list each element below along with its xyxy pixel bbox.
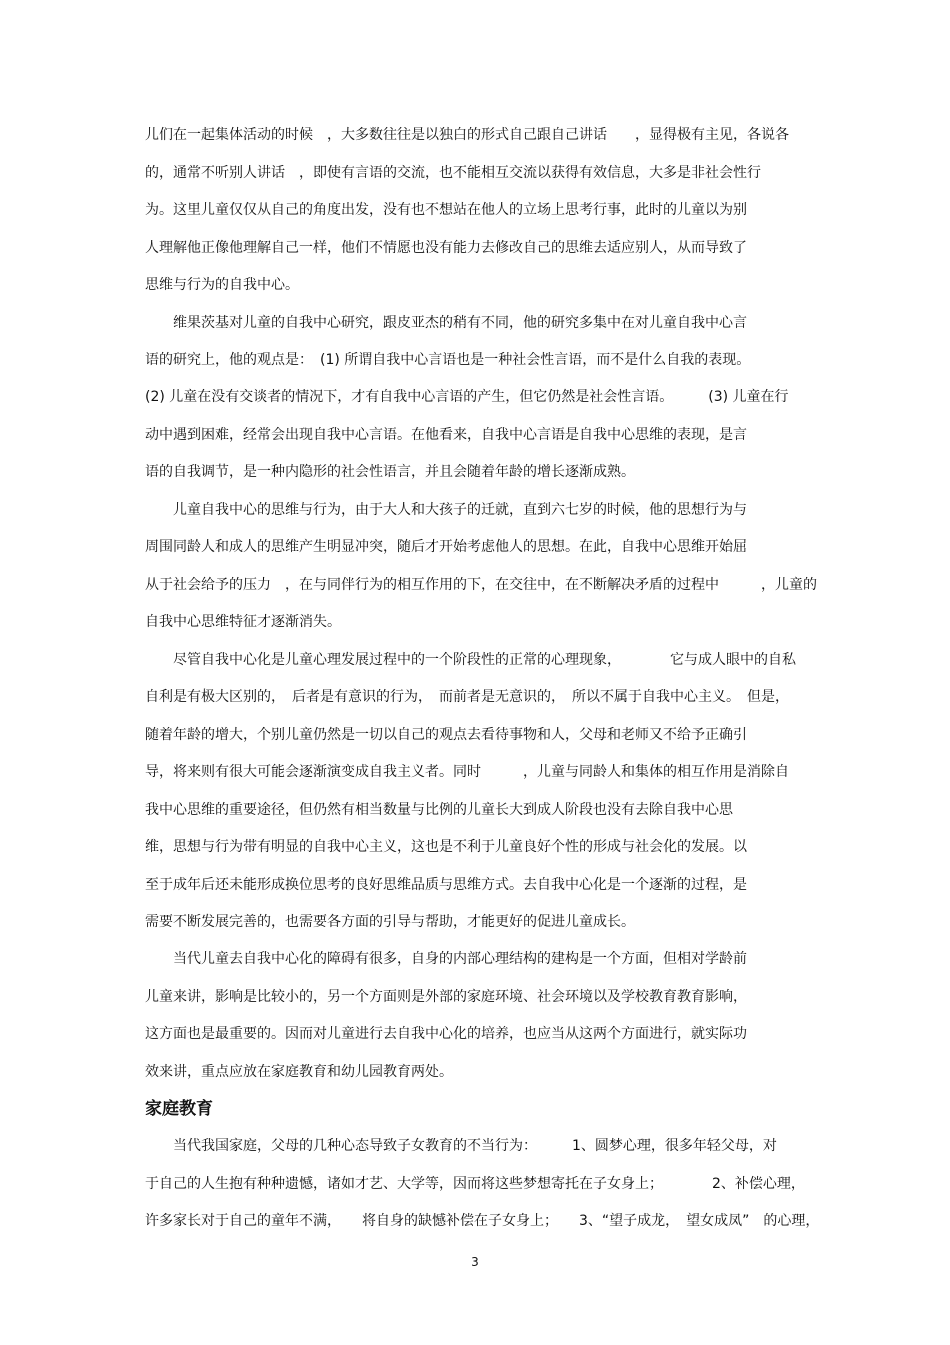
text-line: 儿童自我中心的思维与行为，由于大人和大孩子的迁就，直到六七岁的时候，他的思想行为与 — [145, 502, 747, 518]
text-line: 儿童来讲，影响是比较小的，另一个方面则是外部的家庭环境、社会环境以及学校教育教育影响， — [145, 989, 747, 1005]
text-line: 维，思想与行为带有明显的自我中心主义，这也是不利于儿童良好个性的形成与社会化的发展。以 — [145, 839, 747, 855]
text-line: (2) 儿童在没有交谈者的情况下，才有自我中心言语的产生，但它仍然是社会性言语。 (3) 儿童在行 — [145, 389, 789, 405]
text-line: 从于社会给予的压力 ，在与同伴行为的相互作用的下，在交往中，在不断解决矛盾的过程中 ，儿童的 — [145, 577, 817, 593]
text-line: 周围同龄人和成人的思维产生明显冲突，随后才开始考虑他人的思想。在此，自我中心思维开始屈 — [145, 539, 747, 555]
text-line: 当代儿童去自我中心化的障碍有很多，自身的内部心理结构的建构是一个方面，但相对学龄前 — [145, 951, 747, 967]
text-line: 许多家长对于自己的童年不满， 将自身的缺憾补偿在子女身上； 3、“望子成龙， 望女成凤” 的心理， — [145, 1213, 820, 1229]
text-line: 效来讲，重点应放在家庭教育和幼儿园教育两处。 — [145, 1064, 453, 1080]
text-line: 儿们在一起集体活动的时候 ，大多数往往是以独白的形式自己跟自己讲话 ，显得极有主见，各说各 — [145, 127, 789, 143]
text-line: 我中心思维的重要途径，但仍然有相当数量与比例的儿童长大到成人阶段也没有去除自我中心思 — [145, 802, 733, 818]
text-line: 于自己的人生抱有种种遗憾，诸如才艺、大学等，因而将这些梦想寄托在子女身上； 2、补偿心理， — [145, 1176, 805, 1192]
text-line: 这方面也是最重要的。因而对儿童进行去自我中心化的培养，也应当从这两个方面进行，就实际功 — [145, 1026, 747, 1042]
text-line: 语的自我调节，是一种内隐形的社会性语言，并且会随着年龄的增长逐渐成熟。 — [145, 464, 635, 480]
text-line: 导，将来则有很大可能会逐渐演变成自我主义者。同时 ，儿童与同龄人和集体的相互作用是消除自 — [145, 764, 789, 780]
page-number: 3 — [471, 1255, 479, 1269]
text-line: 维果茨基对儿童的自我中心研究，跟皮亚杰的稍有不同，他的研究多集中在对儿童自我中心言 — [145, 315, 747, 331]
text-line: 语的研究上，他的观点是： (1) 所谓自我中心言语也是一种社会性言语，而不是什么自我的表现。 — [145, 352, 751, 368]
text-line: 随着年龄的增大，个别儿童仍然是一切以自己的观点去看待事物和人，父母和老师又不给予正确引 — [145, 727, 747, 743]
section-heading: 家庭教育 — [145, 1099, 213, 1119]
text-line: 思维与行为的自我中心。 — [145, 277, 299, 293]
text-line: 至于成年后还未能形成换位思考的良好思维品质与思维方式。去自我中心化是一个逐渐的过程，是 — [145, 877, 747, 893]
text-line: 自我中心思维特征才逐渐消失。 — [145, 614, 341, 630]
text-line: 尽管自我中心化是儿童心理发展过程中的一个阶段性的正常的心理现象， 它与成人眼中的自私 — [145, 652, 796, 668]
text-line: 自利是有极大区别的， 后者是有意识的行为， 而前者是无意识的， 所以不属于自我中心主义。 但是， — [145, 689, 789, 705]
text-line: 当代我国家庭，父母的几种心态导致子女教育的不当行为： 1、圆梦心理，很多年轻父母，对 — [145, 1138, 777, 1154]
text-line: 需要不断发展完善的，也需要各方面的引导与帮助，才能更好的促进儿童成长。 — [145, 914, 635, 930]
text-line: 人理解他正像他理解自己一样，他们不情愿也没有能力去修改自己的思维去适应别人，从而导致了 — [145, 240, 747, 256]
text-line: 动中遇到困难，经常会出现自我中心言语。在他看来，自我中心言语是自我中心思维的表现，是言 — [145, 427, 747, 443]
text-line: 为。这里儿童仅仅从自己的角度出发，没有也不想站在他人的立场上思考行事，此时的儿童以为别 — [145, 202, 747, 218]
text-line: 的，通常不听别人讲话 ，即使有言语的交流，也不能相互交流以获得有效信息，大多是非社会性行 — [145, 165, 761, 181]
